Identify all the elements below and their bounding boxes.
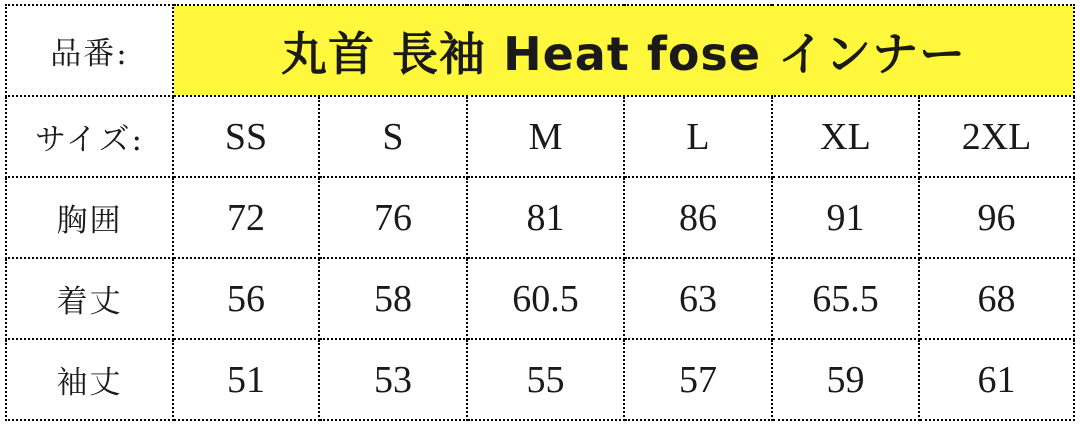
size-header-cell: S	[319, 96, 467, 177]
row-label-chest: 胸囲	[6, 177, 173, 258]
value-cell: 55	[467, 339, 624, 420]
value-cell: 86	[624, 177, 772, 258]
value-cell: 65.5	[772, 258, 919, 339]
size-header-cell: SS	[173, 96, 319, 177]
value-cell: 59	[772, 339, 919, 420]
row-label-body-length: 着丈	[6, 258, 173, 339]
body-length-row	[6, 258, 1074, 339]
value-cell: 53	[319, 339, 467, 420]
size-header-row	[6, 96, 1074, 177]
product-title-cell: 丸首 長袖 Heat fose インナー	[173, 5, 1074, 96]
value-cell: 61	[919, 339, 1074, 420]
size-header-cell: 2XL	[919, 96, 1074, 177]
value-cell: 76	[319, 177, 467, 258]
chest-row	[6, 177, 1074, 258]
product-number-label: 品番:	[6, 5, 173, 96]
value-cell: 57	[624, 339, 772, 420]
value-cell: 56	[173, 258, 319, 339]
size-spec-table	[5, 4, 1075, 421]
value-cell: 96	[919, 177, 1074, 258]
row-label-sleeve-length: 袖丈	[6, 339, 173, 420]
value-cell: 91	[772, 177, 919, 258]
sleeve-length-row	[6, 339, 1074, 420]
size-header-cell: XL	[772, 96, 919, 177]
title-row	[6, 5, 1074, 96]
value-cell: 51	[173, 339, 319, 420]
size-header-cell: M	[467, 96, 624, 177]
value-cell: 72	[173, 177, 319, 258]
value-cell: 68	[919, 258, 1074, 339]
value-cell: 60.5	[467, 258, 624, 339]
size-header-cell: L	[624, 96, 772, 177]
value-cell: 63	[624, 258, 772, 339]
value-cell: 58	[319, 258, 467, 339]
value-cell: 81	[467, 177, 624, 258]
size-label: サイズ:	[6, 96, 173, 177]
